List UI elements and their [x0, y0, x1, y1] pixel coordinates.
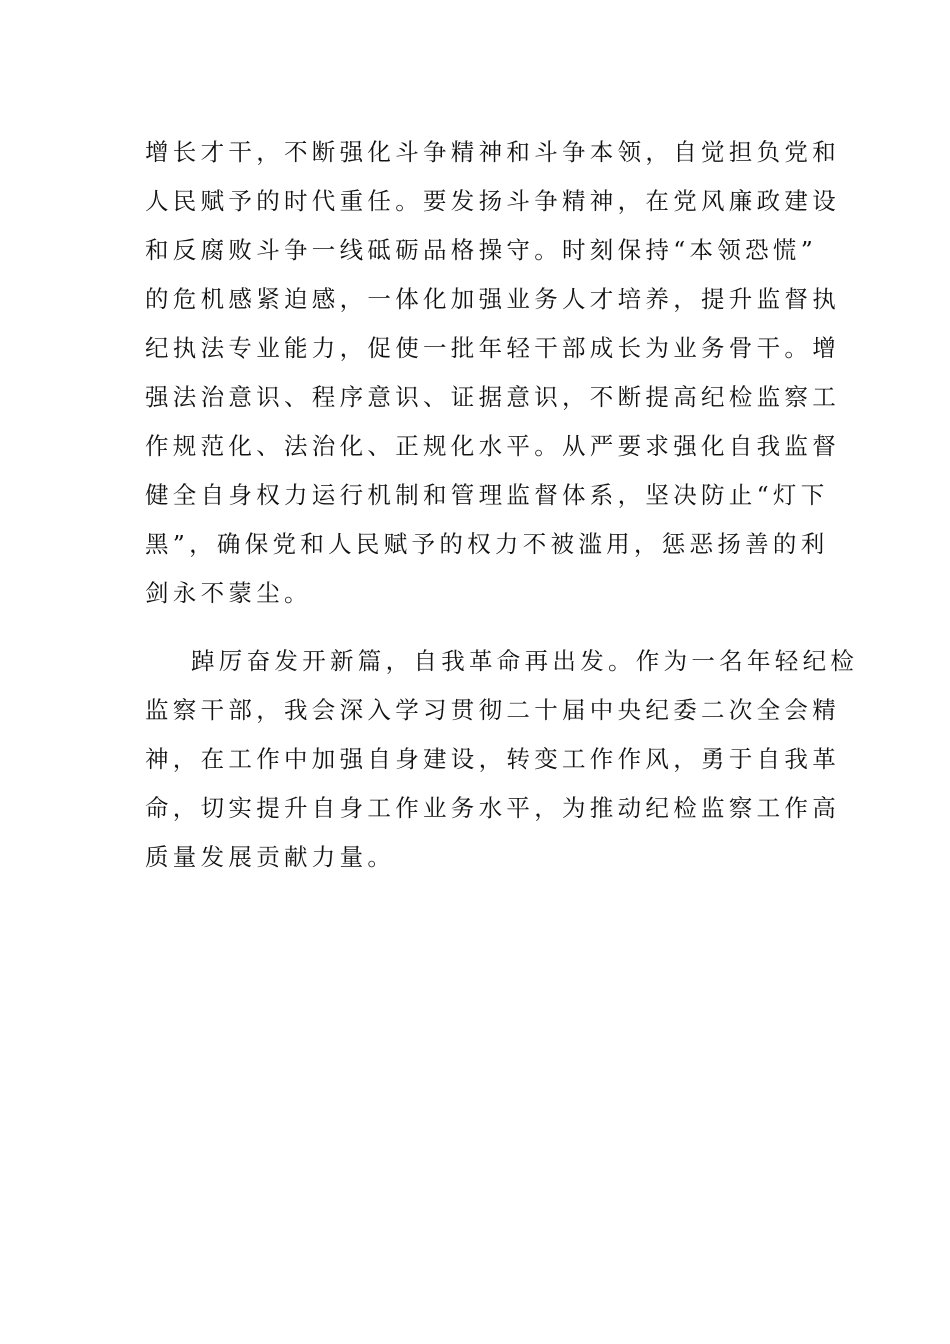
text-line: 的危机感紧迫感，一体化加强业务人才培养，提升监督执: [145, 285, 840, 313]
text-line: 人民赋予的时代重任。要发扬斗争精神，在党风廉政建设: [145, 187, 840, 215]
text-line: 神，在工作中加强自身建设，转变工作作风，勇于自我革: [145, 745, 840, 773]
text-line: 健全自身权力运行机制和管理监督体系，坚决防止“灯下: [145, 481, 829, 509]
text-line: 纪执法专业能力，促使一批年轻干部成长为业务骨干。增: [145, 334, 840, 362]
text-line: 剑永不蒙尘。: [145, 579, 312, 607]
text-line: 作规范化、法治化、正规化水平。从严要求强化自我监督: [145, 432, 840, 460]
paragraph-1: [145, 128, 840, 618]
text-line: 监察干部，我会深入学习贯彻二十届中央纪委二次全会精: [145, 696, 840, 724]
text-line: 质量发展贡献力量。: [145, 843, 396, 871]
text-line: 和反腐败斗争一线砥砺品格操守。时刻保持“本领恐慌”: [145, 236, 818, 264]
text-line: 强法治意识、程序意识、证据意识，不断提高纪检监察工: [145, 383, 840, 411]
text-line: 命，切实提升自身工作业务水平，为推动纪检监察工作高: [145, 794, 840, 822]
text-line-indented: 踔厉奋发开新篇，自我革命再出发。作为一名年轻纪检: [191, 647, 859, 675]
paragraph-2: [145, 637, 859, 882]
text-line: 黑”，确保党和人民赋予的权力不被滥用，惩恶扬善的利: [145, 530, 829, 558]
text-line: 增长才干，不断强化斗争精神和斗争本领，自觉担负党和: [145, 138, 840, 166]
